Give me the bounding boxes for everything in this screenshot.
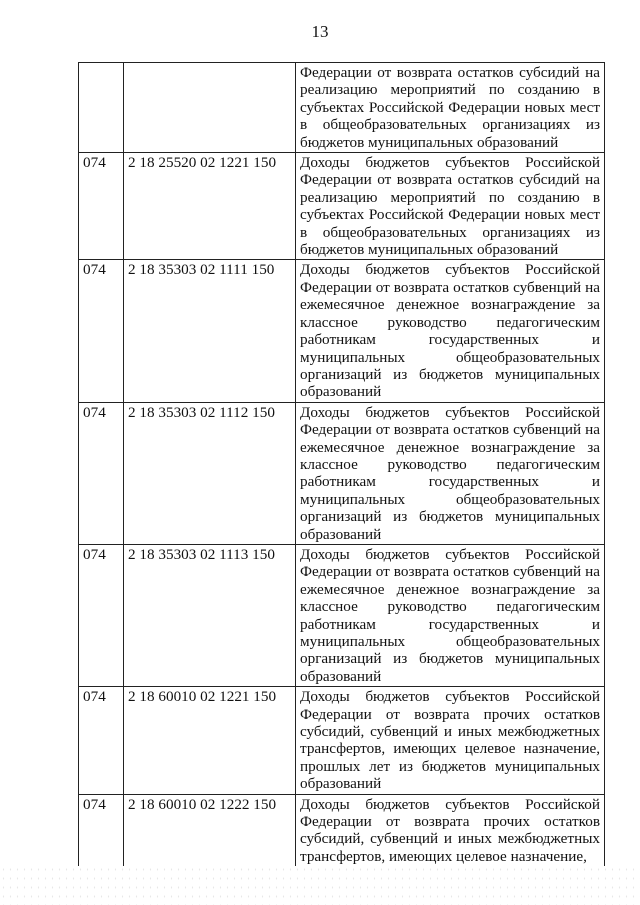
budget-code-cell: 2 18 35303 02 1112 150 xyxy=(124,402,296,544)
budget-code-cell: 2 18 25520 02 1221 150 xyxy=(124,153,296,260)
page-number: 13 xyxy=(311,22,329,41)
admin-code-cell xyxy=(79,63,124,153)
budget-code-cell: 2 18 60010 02 1222 150 xyxy=(124,794,296,866)
description-cell: Доходы бюджетов субъектов Российской Федерации от возврата прочих остатков субсидий, субвенций и иных межбюджетных трансфертов, имеющих целевое назначение, прошлых лет из бюджетов муниципальных образований xyxy=(296,687,605,794)
table-row xyxy=(79,63,605,153)
budget-code-cell: 2 18 60010 02 1221 150 xyxy=(124,687,296,794)
description-cell: Федерации от возврата остатков субсидий на реализацию мероприятий по созданию в субъектах Российской Федерации новых мест в общеобразовательных организациях из бюджетов муниципальных образований xyxy=(296,63,605,153)
table-row xyxy=(79,794,605,866)
admin-code-cell: 074 xyxy=(79,687,124,794)
admin-code-cell: 074 xyxy=(79,544,124,686)
description-cell: Доходы бюджетов субъектов Российской Федерации от возврата остатков субвенций на ежемесячное денежное вознаграждение за классное руководство педагогическим работникам государственных и муниципальных общеобразовательных организаций из бюджетов муниципальных образований xyxy=(296,402,605,544)
table-row xyxy=(79,402,605,544)
admin-code-cell: 074 xyxy=(79,794,124,866)
scan-noise xyxy=(0,865,640,905)
table-row xyxy=(79,544,605,686)
description-cell: Доходы бюджетов субъектов Российской Федерации от возврата остатков субвенций на ежемесячное денежное вознаграждение за классное руководство педагогическим работникам государственных и муниципальных общеобразовательных организаций из бюджетов муниципальных образований xyxy=(296,260,605,402)
budget-classification-table xyxy=(78,62,605,866)
budget-code-cell xyxy=(124,63,296,153)
budget-code-cell: 2 18 35303 02 1111 150 xyxy=(124,260,296,402)
admin-code-cell: 074 xyxy=(79,153,124,260)
budget-code-cell: 2 18 35303 02 1113 150 xyxy=(124,544,296,686)
table-row xyxy=(79,260,605,402)
table-row xyxy=(79,153,605,260)
table-row xyxy=(79,687,605,794)
description-cell: Доходы бюджетов субъектов Российской Федерации от возврата остатков субвенций на ежемесячное денежное вознаграждение за классное руководство педагогическим работникам государственных и муниципальных общеобразовательных организаций из бюджетов муниципальных образований xyxy=(296,544,605,686)
description-cell: Доходы бюджетов субъектов Российской Федерации от возврата прочих остатков субсидий, субвенций и иных межбюджетных трансфертов, имеющих целевое назначение, xyxy=(296,794,605,866)
admin-code-cell: 074 xyxy=(79,260,124,402)
description-cell: Доходы бюджетов субъектов Российской Федерации от возврата остатков субсидий на реализацию мероприятий по созданию в субъектах Российской Федерации новых мест в общеобразовательных организациях из бюджетов муниципальных образований xyxy=(296,153,605,260)
admin-code-cell: 074 xyxy=(79,402,124,544)
